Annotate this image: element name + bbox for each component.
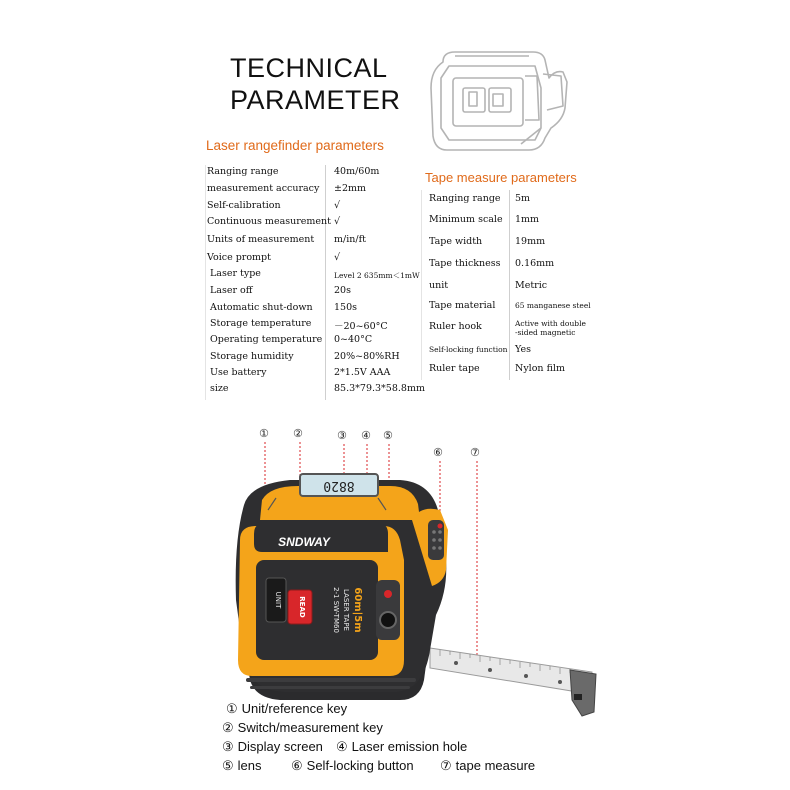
param-value: 2*1.5V AAA <box>334 367 391 378</box>
param-label: Automatic shut-down <box>210 302 313 313</box>
legend-text: lens <box>237 758 262 773</box>
device-illustration <box>220 420 620 720</box>
param-label: Operating temperature <box>210 334 323 345</box>
param-value: －20~60°C <box>334 321 388 332</box>
param-value: 5m <box>515 193 531 204</box>
param-value: 0.16mm <box>515 258 555 269</box>
legend-item <box>336 739 467 755</box>
param-label: Self-locking function <box>429 345 508 354</box>
param-value: 1mm <box>515 214 540 225</box>
param-label: measurement accuracy <box>207 183 320 194</box>
param-value: Yes <box>515 344 531 355</box>
side-label-type: LASER TAPE <box>342 589 350 631</box>
unit-button-label: UNIT <box>274 591 282 609</box>
tape-section-title: Tape measure parameters <box>425 170 577 185</box>
callout-5: ⑤ <box>383 429 393 442</box>
legend-number: ② <box>222 720 234 735</box>
tape-left-border <box>421 190 422 380</box>
param-label: Ruler hook <box>429 321 482 332</box>
legend-item <box>440 758 535 774</box>
legend-number: ⑥ <box>291 758 303 773</box>
param-label: Storage temperature <box>210 318 312 329</box>
param-label: Ruler tape <box>429 363 480 374</box>
legend-text: Self-locking button <box>306 758 414 773</box>
legend-number: ④ <box>336 739 348 754</box>
title-line-2: PARAMETER <box>230 85 401 115</box>
laser-section-title: Laser rangefinder parameters <box>206 138 384 153</box>
callout-4: ④ <box>361 429 371 442</box>
legend-number: ⑤ <box>222 758 234 773</box>
legend-item <box>291 758 414 774</box>
param-label: Minimum scale <box>429 214 503 225</box>
param-label: Tape material <box>429 300 496 311</box>
legend-text: Unit/reference key <box>241 701 348 716</box>
tape-divider <box>509 190 510 380</box>
param-label: Storage humidity <box>210 351 294 362</box>
param-value: √ <box>334 200 341 211</box>
legend-text: Laser emission hole <box>351 739 468 754</box>
title-line-1: TECHNICAL <box>230 53 388 83</box>
param-label: Voice prompt <box>207 252 271 263</box>
brand-logo: SNDWAY <box>278 535 330 549</box>
callout-6: ⑥ <box>433 446 443 459</box>
param-value: 19mm <box>515 236 546 247</box>
tape-blade <box>430 648 596 716</box>
callout-7: ⑦ <box>470 446 480 459</box>
param-value-cont: -sided magnetic <box>515 328 576 337</box>
param-label: Units of measurement <box>207 234 315 245</box>
legend-item <box>226 701 347 717</box>
callout-2: ② <box>293 427 303 440</box>
param-label: Laser type <box>210 268 261 279</box>
read-button-label: READ <box>298 596 306 618</box>
param-label: size <box>210 383 229 394</box>
laser-divider <box>325 165 326 400</box>
param-value: 20s <box>334 285 351 296</box>
legend-number: ③ <box>222 739 234 754</box>
legend-number: ① <box>226 701 238 716</box>
param-value: Active with double <box>515 319 586 328</box>
param-label: Laser off <box>210 285 253 296</box>
param-value: 150s <box>334 302 358 313</box>
param-value: ±2mm <box>334 183 367 194</box>
legend-text: Display screen <box>237 739 323 754</box>
param-value: Metric <box>515 280 548 291</box>
param-label: Continuous measurement <box>207 216 331 227</box>
param-value: 85.3*79.3*58.8mm <box>334 383 425 394</box>
device-outline-drawing <box>425 48 575 158</box>
param-value: 40m/60m <box>334 166 380 177</box>
param-label: Use battery <box>210 367 267 378</box>
param-value: Nylon film <box>515 363 565 374</box>
param-label: Tape width <box>429 236 483 247</box>
display-readout: 8820 <box>323 478 355 493</box>
param-value: Level 2 635mm＜1mW <box>334 271 420 280</box>
param-value: 20%~80%RH <box>334 351 400 362</box>
param-label: Self-calibration <box>207 200 281 211</box>
callout-1: ① <box>259 427 269 440</box>
param-label: Ranging range <box>207 166 279 177</box>
param-value: 65 manganese steel <box>515 301 591 310</box>
param-label: unit <box>429 280 449 291</box>
laser-left-border <box>205 165 206 400</box>
legend-item <box>222 758 262 774</box>
param-value: 0~40°C <box>334 334 373 345</box>
param-value: √ <box>334 252 341 263</box>
side-label-range: 60m|5m <box>352 587 363 633</box>
legend-number: ⑦ <box>440 758 452 773</box>
legend-item <box>222 739 323 755</box>
param-label: Ranging range <box>429 193 501 204</box>
side-label-model: 2-1 SW-TM60 <box>332 587 340 633</box>
param-label: Tape thickness <box>429 258 501 269</box>
param-value: m/in/ft <box>334 234 366 245</box>
legend-text: Switch/measurement key <box>237 720 383 735</box>
param-value: √ <box>334 216 341 227</box>
callout-3: ③ <box>337 429 347 442</box>
legend-text: tape measure <box>455 758 536 773</box>
legend-item <box>222 720 383 736</box>
